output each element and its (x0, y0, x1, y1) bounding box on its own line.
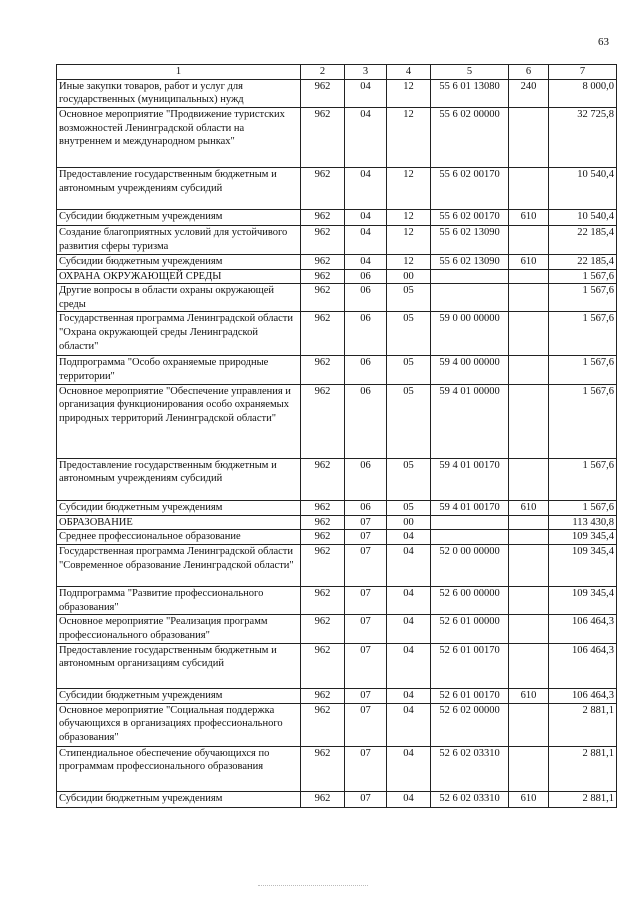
column-header-pr: 4 (387, 65, 431, 80)
row-amount: 106 464,3 (549, 643, 617, 688)
row-section-code: 06 (345, 356, 387, 384)
row-gr-code: 962 (301, 703, 345, 746)
row-name: Подпрограмма "Особо охраняемые природные территории" (57, 356, 301, 384)
table-row (57, 615, 617, 643)
row-target-article: 59 0 00 00000 (431, 312, 509, 356)
row-target-article: 59 4 01 00170 (431, 458, 509, 500)
row-target-article: 55 6 01 13080 (431, 79, 509, 107)
row-name: Основное мероприятие "Обеспечение управления и организация функционирования особо охраняемых природных территорий Ленинградской области" (57, 384, 301, 458)
row-target-article (431, 530, 509, 545)
row-expense-type (509, 312, 549, 356)
row-expense-type (509, 225, 549, 254)
table-row (57, 209, 617, 225)
row-target-article: 55 6 02 13090 (431, 225, 509, 254)
row-expense-type (509, 515, 549, 530)
row-expense-type: 610 (509, 254, 549, 269)
row-subsection-code: 04 (387, 615, 431, 643)
row-name: ОБРАЗОВАНИЕ (57, 515, 301, 530)
row-name: Среднее профессиональное образование (57, 530, 301, 545)
table-row (57, 746, 617, 791)
table-row (57, 791, 617, 807)
row-target-article: 52 6 02 03310 (431, 791, 509, 807)
row-expense-type (509, 530, 549, 545)
row-expense-type (509, 703, 549, 746)
row-expense-type (509, 384, 549, 458)
column-header-sum: 7 (549, 65, 617, 80)
row-subsection-code: 05 (387, 284, 431, 312)
row-gr-code: 962 (301, 500, 345, 515)
row-section-code: 04 (345, 209, 387, 225)
row-amount: 1 567,6 (549, 269, 617, 284)
row-subsection-code: 00 (387, 515, 431, 530)
row-gr-code: 962 (301, 107, 345, 167)
column-header-vr: 6 (509, 65, 549, 80)
row-gr-code: 962 (301, 312, 345, 356)
row-amount: 1 567,6 (549, 458, 617, 500)
row-amount: 10 540,4 (549, 167, 617, 209)
row-expense-type (509, 746, 549, 791)
row-amount: 1 567,6 (549, 500, 617, 515)
row-section-code: 06 (345, 384, 387, 458)
table-row (57, 254, 617, 269)
row-subsection-code: 12 (387, 107, 431, 167)
row-gr-code: 962 (301, 384, 345, 458)
table-row (57, 545, 617, 587)
row-subsection-code: 04 (387, 587, 431, 615)
row-amount: 1 567,6 (549, 284, 617, 312)
table-row (57, 587, 617, 615)
row-amount: 2 881,1 (549, 703, 617, 746)
column-header-gr: 2 (301, 65, 345, 80)
row-name: Другие вопросы в области охраны окружающей среды (57, 284, 301, 312)
row-name: Субсидии бюджетным учреждениям (57, 254, 301, 269)
table-row (57, 643, 617, 688)
row-gr-code: 962 (301, 746, 345, 791)
row-expense-type (509, 587, 549, 615)
row-name: Стипендиальное обеспечение обучающихся по программам профессионального образования (57, 746, 301, 791)
row-name: Субсидии бюджетным учреждениям (57, 688, 301, 703)
row-amount: 1 567,6 (549, 356, 617, 384)
row-section-code: 04 (345, 167, 387, 209)
row-section-code: 07 (345, 688, 387, 703)
row-expense-type (509, 643, 549, 688)
row-amount: 2 881,1 (549, 791, 617, 807)
row-subsection-code: 12 (387, 209, 431, 225)
row-section-code: 07 (345, 587, 387, 615)
row-subsection-code: 04 (387, 688, 431, 703)
row-gr-code: 962 (301, 225, 345, 254)
row-amount: 106 464,3 (549, 688, 617, 703)
row-amount: 109 345,4 (549, 587, 617, 615)
budget-table (56, 64, 617, 808)
table-row (57, 703, 617, 746)
row-name: Государственная программа Ленинградской области "Охрана окружающей среды Ленинградской области" (57, 312, 301, 356)
row-subsection-code: 04 (387, 791, 431, 807)
row-expense-type: 240 (509, 79, 549, 107)
row-section-code: 06 (345, 458, 387, 500)
row-gr-code: 962 (301, 79, 345, 107)
row-amount: 113 430,8 (549, 515, 617, 530)
row-section-code: 04 (345, 79, 387, 107)
row-amount: 22 185,4 (549, 225, 617, 254)
row-name: Подпрограмма "Развитие профессионального образования" (57, 587, 301, 615)
row-name: Основное мероприятие "Реализация программ профессионального образования" (57, 615, 301, 643)
row-section-code: 07 (345, 746, 387, 791)
row-gr-code: 962 (301, 643, 345, 688)
table-row (57, 515, 617, 530)
row-expense-type (509, 545, 549, 587)
row-section-code: 07 (345, 703, 387, 746)
row-name: Основное мероприятие "Социальная поддержка обучающихся в организациях профессионального образования" (57, 703, 301, 746)
row-expense-type (509, 269, 549, 284)
row-target-article (431, 515, 509, 530)
row-amount: 1 567,6 (549, 312, 617, 356)
row-target-article: 52 6 01 00000 (431, 615, 509, 643)
row-expense-type: 610 (509, 688, 549, 703)
row-section-code: 04 (345, 107, 387, 167)
row-target-article (431, 269, 509, 284)
row-expense-type (509, 615, 549, 643)
row-section-code: 06 (345, 312, 387, 356)
row-subsection-code: 12 (387, 167, 431, 209)
row-subsection-code: 12 (387, 254, 431, 269)
row-amount: 1 567,6 (549, 384, 617, 458)
row-target-article: 59 4 01 00000 (431, 384, 509, 458)
row-amount: 10 540,4 (549, 209, 617, 225)
table-row (57, 384, 617, 458)
row-name: Субсидии бюджетным учреждениям (57, 500, 301, 515)
row-gr-code: 962 (301, 545, 345, 587)
table-row (57, 312, 617, 356)
row-section-code: 07 (345, 643, 387, 688)
row-section-code: 07 (345, 530, 387, 545)
row-subsection-code: 05 (387, 312, 431, 356)
row-target-article: 52 0 00 00000 (431, 545, 509, 587)
row-target-article: 52 6 02 00000 (431, 703, 509, 746)
column-header-name: 1 (57, 65, 301, 80)
row-gr-code: 962 (301, 254, 345, 269)
scan-artifact-line (258, 885, 368, 887)
row-target-article: 55 6 02 00170 (431, 167, 509, 209)
row-section-code: 06 (345, 500, 387, 515)
row-target-article: 52 6 01 00170 (431, 688, 509, 703)
row-amount: 8 000,0 (549, 79, 617, 107)
row-section-code: 04 (345, 254, 387, 269)
row-target-article: 52 6 02 03310 (431, 746, 509, 791)
row-subsection-code: 05 (387, 458, 431, 500)
row-gr-code: 962 (301, 284, 345, 312)
row-gr-code: 962 (301, 209, 345, 225)
row-amount: 22 185,4 (549, 254, 617, 269)
row-subsection-code: 04 (387, 545, 431, 587)
row-expense-type (509, 284, 549, 312)
row-section-code: 06 (345, 269, 387, 284)
row-gr-code: 962 (301, 615, 345, 643)
row-target-article: 55 6 02 13090 (431, 254, 509, 269)
row-target-article: 52 6 00 00000 (431, 587, 509, 615)
row-gr-code: 962 (301, 269, 345, 284)
row-gr-code: 962 (301, 356, 345, 384)
row-name: Субсидии бюджетным учреждениям (57, 791, 301, 807)
row-gr-code: 962 (301, 515, 345, 530)
table-row (57, 269, 617, 284)
row-expense-type: 610 (509, 209, 549, 225)
row-expense-type: 610 (509, 500, 549, 515)
row-gr-code: 962 (301, 791, 345, 807)
row-amount: 109 345,4 (549, 545, 617, 587)
row-section-code: 06 (345, 284, 387, 312)
row-section-code: 07 (345, 615, 387, 643)
row-amount: 2 881,1 (549, 746, 617, 791)
column-header-rz: 3 (345, 65, 387, 80)
row-name: Государственная программа Ленинградской области "Современное образование Ленинградской области" (57, 545, 301, 587)
row-gr-code: 962 (301, 167, 345, 209)
row-subsection-code: 05 (387, 500, 431, 515)
row-amount: 106 464,3 (549, 615, 617, 643)
row-section-code: 04 (345, 225, 387, 254)
row-subsection-code: 05 (387, 356, 431, 384)
table-row (57, 79, 617, 107)
table-row (57, 688, 617, 703)
row-expense-type (509, 107, 549, 167)
row-expense-type (509, 356, 549, 384)
row-gr-code: 962 (301, 688, 345, 703)
row-target-article: 55 6 02 00000 (431, 107, 509, 167)
row-subsection-code: 12 (387, 79, 431, 107)
row-gr-code: 962 (301, 458, 345, 500)
row-subsection-code: 04 (387, 530, 431, 545)
row-expense-type (509, 458, 549, 500)
table-row (57, 530, 617, 545)
row-name: Основное мероприятие "Продвижение туристских возможностей Ленинградской области на внутреннем и международном рынках" (57, 107, 301, 167)
row-target-article: 59 4 00 00000 (431, 356, 509, 384)
row-subsection-code: 05 (387, 384, 431, 458)
row-target-article: 59 4 01 00170 (431, 500, 509, 515)
row-gr-code: 962 (301, 587, 345, 615)
row-name: Субсидии бюджетным учреждениям (57, 209, 301, 225)
row-section-code: 07 (345, 791, 387, 807)
row-subsection-code: 04 (387, 746, 431, 791)
row-name: Предоставление государственным бюджетным и автономным учреждениям субсидий (57, 167, 301, 209)
row-name: Предоставление государственным бюджетным и автономным учреждениям субсидий (57, 458, 301, 500)
column-header-csr: 5 (431, 65, 509, 80)
row-subsection-code: 04 (387, 643, 431, 688)
table-row (57, 167, 617, 209)
row-name: Предоставление государственным бюджетным и автономным организациям субсидий (57, 643, 301, 688)
row-subsection-code: 04 (387, 703, 431, 746)
row-target-article: 52 6 01 00170 (431, 643, 509, 688)
table-row (57, 284, 617, 312)
row-section-code: 07 (345, 545, 387, 587)
table-row (57, 500, 617, 515)
row-target-article (431, 284, 509, 312)
row-subsection-code: 12 (387, 225, 431, 254)
row-name: Создание благоприятных условий для устойчивого развития сферы туризма (57, 225, 301, 254)
row-expense-type (509, 167, 549, 209)
row-target-article: 55 6 02 00170 (431, 209, 509, 225)
row-subsection-code: 00 (387, 269, 431, 284)
row-amount: 32 725,8 (549, 107, 617, 167)
table-row (57, 107, 617, 167)
row-amount: 109 345,4 (549, 530, 617, 545)
row-section-code: 07 (345, 515, 387, 530)
table-row (57, 458, 617, 500)
header-row (57, 65, 617, 80)
row-name: ОХРАНА ОКРУЖАЮЩЕЙ СРЕДЫ (57, 269, 301, 284)
table-row (57, 225, 617, 254)
page-number: 63 (598, 36, 609, 48)
row-name: Иные закупки товаров, работ и услуг для государственных (муниципальных) нужд (57, 79, 301, 107)
row-expense-type: 610 (509, 791, 549, 807)
table-row (57, 356, 617, 384)
row-gr-code: 962 (301, 530, 345, 545)
